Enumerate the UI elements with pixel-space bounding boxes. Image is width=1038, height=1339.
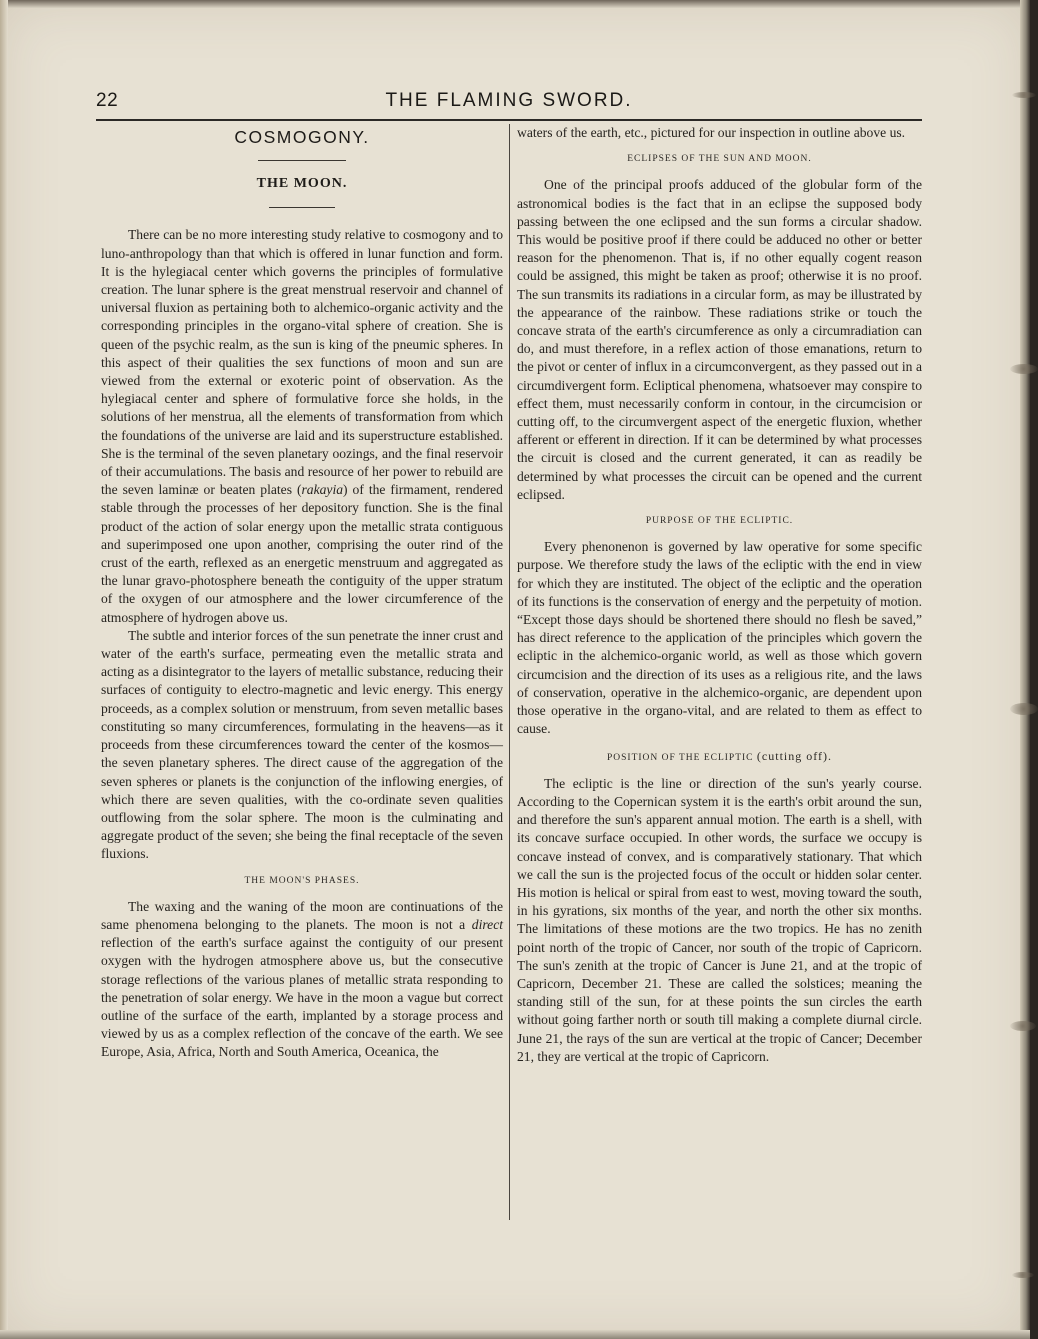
- section-heading: THE MOON'S PHASES.: [244, 875, 360, 886]
- left-column: [101, 124, 503, 1062]
- margin-mark: [1012, 1272, 1034, 1278]
- page-right-edge: [1020, 0, 1030, 1339]
- section-heading: ECLIPSES OF THE SUN AND MOON.: [627, 154, 812, 165]
- right-column: [517, 124, 922, 1066]
- article-title: COSMOGONY.: [234, 127, 370, 147]
- article-subtitle: THE MOON.: [256, 176, 348, 192]
- paragraph: waters of the earth, etc., pictured for our inspection in outline above us.: [517, 125, 906, 140]
- section-heading: PURPOSE OF THE ECLIPTIC.: [645, 516, 794, 527]
- page-gutter: [0, 0, 8, 1339]
- paragraph: The waxing and the waning of the moon are continuations of the same phenomena belonging to the planets. The moon is not a direct reflection of the earth's surface against the contiguity of our present oxygen with the hydrogen atmosphere above us, but the consecutive storage reflections of the various planes of metallic strata responding to the penetration of solar energy. We have in the moon a vague but correct outline of the surface of the earth, implanted by a storage process and viewed by us as a complex reflection of the concave of the earth. We see Europe, Asia, Africa, North and South America, Oceanica, the: [101, 898, 503, 1060]
- paragraph: The subtle and interior forces of the sun penetrate the inner crust and water of the earth's surface, permeating even the metallic strata and acting as a disintegrator to the layers of metallic substance, reducing their surfaces of contiguity to electro-magnetic and levic energy. This energy proceeds, as a complex solution or menstruum, from seven metallic bases constituting so many circumferences, formulating in the heavens—as it proceeds from these circumferences toward the center of the kosmos—the seven planetary spheres. The direct cause of the aggregation of the seven spheres or planets is the conjunction of the inflowing energies, of which there are seven qualities, with the co-ordinate seven qualities outflowing from the solar sphere. The moon is the culminating and aggregate product of the seven; she being the final receptacle of the seven fluxions.: [101, 627, 503, 862]
- margin-mark: [1010, 703, 1038, 715]
- paragraph: Every phenonenon is governed by law operative for some specific purpose. We therefore study the laws of the ecliptic with the end in view for which they are instituted. The object of the ecliptic and the operation of its functions is the conservation of energy and the perpetuity of motion. “Except those days should be shortened there should no flesh be saved,” has direct reference to the application of the principles which govern the ecliptic in the alchemico-organic world, as well as those which govern circumcision and the direction of its uses as a religious rite, and the laws of conservation, operative in the alchemico-organic, are dependent upon those operative in the organo-vital, and are related to them as effect to cause.: [517, 539, 922, 737]
- running-head: THE FLAMING SWORD.: [385, 90, 633, 111]
- paragraph: One of the principal proofs adduced of the globular form of the astronomical bodies is the fact that in an eclipse the supposed body passing between the one eclipsed and the sun forms a circular shadow. This would be positive proof if there could be adduced no other or better reason for the phenomenon. That is, if no other equally cogent reason could be assigned, this might be taken as proof; otherwise it is no proof. The sun transmits its radiations in a circular form, as may be illustrated by the appearance of the rainbow. These radiations strike or touch the concave strata of the earth's circumference as only a circumradiation can do, and must therefore, in a reflex action of those emanations, return to the pivot or center of influx in a circumconvergent, as they passed out in a circumdivergent form. Ecliptical phenomena, whatsoever may conspire to effect them, must necessarily conform in contour, in the circumcision or cutting off, to the circumvergent aspect of the energetic fluxion, whether afferent or efferent in direction. If it can be determined by what processes the circuit is closed and the current generated, it can as readily be determined by what processes the circuit can be opened and the current eclipsed.: [517, 177, 922, 502]
- header-rule: [96, 119, 922, 121]
- paragraph: There can be no more interesting study relative to cosmogony and to luno-anthropology than that which is offered in lunar function and form. It is the hylegiacal center which governs the principles of formulative creation. The lunar sphere is the great menstrual reservoir and channel of universal fluxion as pertaining both to alchemico-organic activity and the corresponding principles in the organo-vital sphere of creation. She is queen of the psychic realm, as the sun is king of the pneumic spheres. In this aspect of their qualities the sex functions of moon and sun are viewed from the external or exoteric point of observation. As the hylegiacal center and sphere of formulative force she holds, in the solutions of her menstrua, all the elements of transformation from which the foundations of the universe are laid and its superstructure established. She is the terminal of the seven planetary oozings, and the final reservoir of their accumulations. The basis and resource of her power to rebuild are the seven laminæ or beaten plates (rakayia) of the firmament, rendered stable through the processes of her depository function. She is the final product of the action of solar energy upon the metallic strata contiguous and superimposed one upon another, comprising the outer rind of the crust of the earth, reflexed as an energetic menstruum and aggregated as the lunar gravo-photosphere beneath the contiguity of the upper stratum of the oxygen of our atmosphere and the lower circumference of the atmosphere of hydrogen above us.: [101, 227, 503, 625]
- paragraph: The ecliptic is the line or direction of the sun's yearly course. According to the Copernican system it is the earth's orbit around the sun, and therefore the sun's apparent annual motion. The earth is a shell, with its concave surface occupied. In other words, the surface we occupy is concave instead of convex, and is comparatively stationary. That which we call the sun is the projected focus of the occult or hidden solar center. His motion is helical or spiral from east to west, moving toward the south, in his gyrations, six months of the year, and north the other six months. The limitations of these motions are the two tropics. He has no zenith point north of the tropic of Cancer, nor south of the tropic of Capricorn. The sun's zenith at the tropic of Cancer is June 21, and at the tropic of Capricorn, December 21. These are called the solstices; meaning the standing still of the sun, for at these points the sun circles the earth without going farther north or south till making a complete diurnal circle. June 21, the rays of the sun are vertical at the tropic of Cancer; December 21, they are vertical at the tropic of Capricorn.: [517, 775, 922, 1064]
- page-bottom-edge: [0, 1330, 1030, 1339]
- page-header: [96, 90, 922, 118]
- column-divider: [509, 124, 510, 1220]
- section-heading: POSITION OF THE ECLIPTIC (cutting off).: [606, 748, 833, 763]
- page-top-edge: [0, 0, 1030, 8]
- title-rule: [258, 160, 346, 161]
- page-number: 22: [96, 90, 119, 111]
- margin-mark: [1010, 364, 1038, 374]
- margin-mark: [1010, 1021, 1036, 1031]
- margin-mark: [1012, 92, 1036, 98]
